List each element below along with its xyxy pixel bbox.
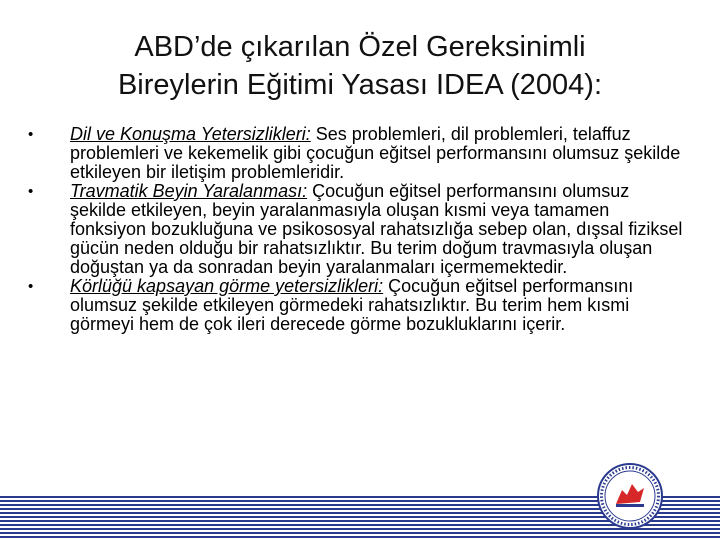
bullet-text: Çocuğun eğitsel performansını olumsuz şekilde etkileyen, beyin yaralanmasıyla oluşan kısmi veya tamamen fonksiyon bozukluğuna ve psikososyal rahatsızlığa sebep olan, dışsal fiziksel gücün neden olduğu bir rahatsızlıktır. Bu terim doğum travmasıyla oluşan doğuştan ya da sonradan beyin yaralanmaları içermemektedir. <box>70 181 683 277</box>
bullet-dot: • <box>28 126 34 143</box>
bullet-item <box>28 125 688 182</box>
bullet-term: Körlüğü kapsayan görme yetersizlikleri: <box>70 276 384 296</box>
bullet-text: Ses problemleri, dil problemleri, telaffuz problemleri ve kekemelik gibi çocuğun eğitsel performansını olumsuz şekilde etkileyen bir iletişim problemleridir. <box>70 124 681 182</box>
bullet-list <box>28 125 688 334</box>
bullet-term: Dil ve Konuşma Yetersizlikleri: <box>70 124 311 144</box>
bullet-item <box>28 277 688 334</box>
bullet-item <box>28 182 688 277</box>
bullet-term: Travmatik Beyin Yaralanması: <box>70 181 308 201</box>
slide-title <box>40 28 680 104</box>
bullet-dot: • <box>28 278 34 295</box>
title-line-1: ABD’de çıkarılan Özel Gereksinimli <box>134 31 586 63</box>
bullet-dot: • <box>28 183 34 200</box>
university-seal-logo-icon <box>596 462 664 530</box>
bullet-text: Çocuğun eğitsel performansını olumsuz şekilde etkileyen görmedeki rahatsızlıktır. Bu terim hem kısmi görmeyi hem de çok ileri derecede görme bozukluklarını içerir. <box>70 276 634 334</box>
title-line-2: Bireylerin Eğitimi Yasası IDEA (2004): <box>117 69 603 101</box>
